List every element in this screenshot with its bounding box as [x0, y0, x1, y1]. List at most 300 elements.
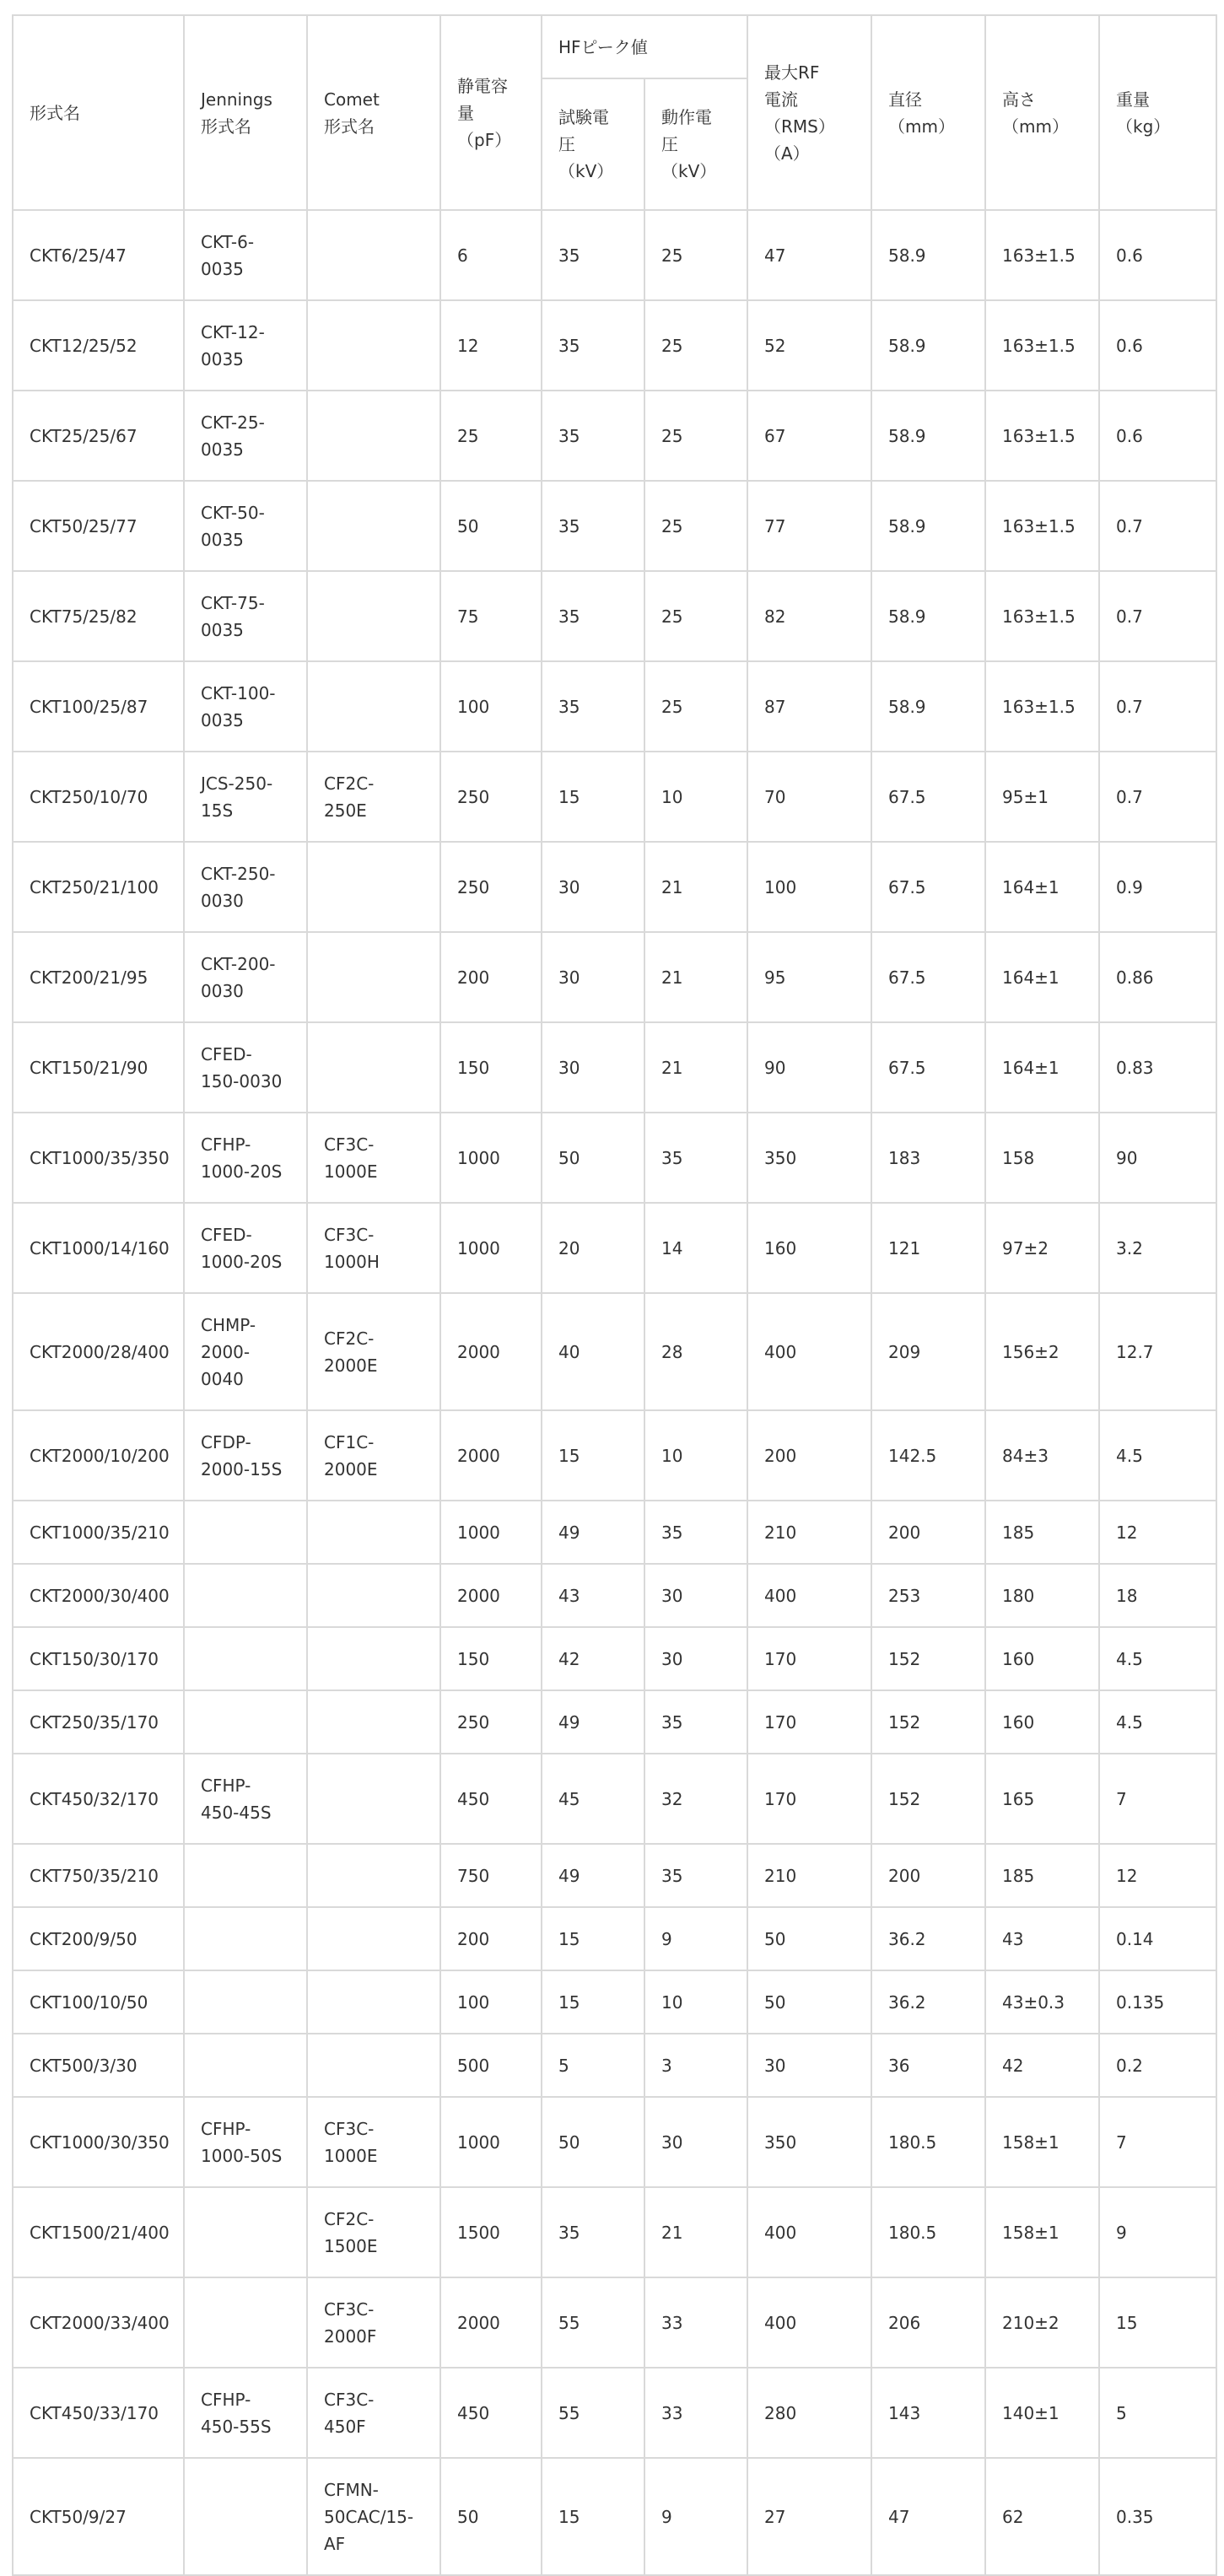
cell-jennings-model: CFDP- 2000-15S [184, 1410, 307, 1501]
cell-diameter: 58.9 [871, 391, 985, 481]
table-row [13, 2187, 1216, 2277]
cell-operating-voltage: 9 [644, 1907, 747, 1970]
cell-capacitance: 100 [440, 1970, 542, 2034]
cell-max-rf-current: 70 [747, 752, 871, 842]
cell-capacitance: 150 [440, 1627, 542, 1690]
cell-jennings-model [184, 1970, 307, 2034]
cell-test-voltage: 15 [542, 752, 644, 842]
cell-model: CKT1000/35/210 [13, 1501, 184, 1564]
header-weight: 重量 （kg） [1099, 15, 1216, 210]
cell-height: 185 [985, 1501, 1099, 1564]
cell-jennings-model: CFHP- 1000-50S [184, 2097, 307, 2187]
cell-operating-voltage: 30 [644, 2097, 747, 2187]
table-row [13, 1564, 1216, 1627]
cell-height: 163±1.5 [985, 661, 1099, 752]
cell-height: 164±1 [985, 1022, 1099, 1113]
cell-test-voltage: 49 [542, 1844, 644, 1907]
cell-capacitance: 50 [440, 2458, 542, 2575]
cell-comet-model: CF3C- 2000F [307, 2277, 440, 2368]
cell-weight: 0.7 [1099, 481, 1216, 571]
cell-max-rf-current: 350 [747, 1113, 871, 1203]
table-row [13, 481, 1216, 571]
cell-max-rf-current: 77 [747, 481, 871, 571]
cell-capacitance: 12 [440, 300, 542, 391]
cell-diameter: 36.2 [871, 1907, 985, 1970]
cell-operating-voltage: 21 [644, 932, 747, 1022]
cell-weight: 0.2 [1099, 2034, 1216, 2097]
cell-diameter: 67.5 [871, 1022, 985, 1113]
cell-model: CKT150/21/90 [13, 1022, 184, 1113]
cell-test-voltage: 35 [542, 661, 644, 752]
cell-model: CKT2000/10/200 [13, 1410, 184, 1501]
cell-jennings-model: CKT-200- 0030 [184, 932, 307, 1022]
table-row [13, 2277, 1216, 2368]
cell-diameter: 36.2 [871, 1970, 985, 2034]
cell-weight: 0.6 [1099, 210, 1216, 300]
cell-jennings-model: CKT-25- 0035 [184, 391, 307, 481]
cell-operating-voltage: 21 [644, 1022, 747, 1113]
cell-test-voltage: 45 [542, 1754, 644, 1844]
cell-comet-model [307, 1022, 440, 1113]
table-row [13, 1844, 1216, 1907]
table-row [13, 1907, 1216, 1970]
cell-height: 165 [985, 1754, 1099, 1844]
cell-diameter: 121 [871, 1203, 985, 1293]
header-hf-peak: HFピーク値 [542, 15, 747, 78]
cell-height: 158±1 [985, 2187, 1099, 2277]
cell-weight: 0.135 [1099, 1970, 1216, 2034]
cell-weight: 3.2 [1099, 1203, 1216, 1293]
table-row [13, 2458, 1216, 2575]
cell-test-voltage: 35 [542, 481, 644, 571]
cell-height: 163±1.5 [985, 210, 1099, 300]
cell-comet-model [307, 1564, 440, 1627]
cell-diameter: 180.5 [871, 2187, 985, 2277]
table-row [13, 1293, 1216, 1410]
table-row [13, 300, 1216, 391]
spec-table-container [12, 14, 1217, 2576]
cell-capacitance: 100 [440, 661, 542, 752]
cell-capacitance: 250 [440, 752, 542, 842]
cell-comet-model [307, 1907, 440, 1970]
cell-diameter: 67.5 [871, 842, 985, 932]
cell-weight: 0.9 [1099, 842, 1216, 932]
cell-jennings-model [184, 1501, 307, 1564]
cell-operating-voltage: 33 [644, 2368, 747, 2458]
header-height: 高さ （mm） [985, 15, 1099, 210]
table-row [13, 842, 1216, 932]
cell-max-rf-current: 27 [747, 2458, 871, 2575]
cell-weight: 0.6 [1099, 300, 1216, 391]
cell-operating-voltage: 35 [644, 1501, 747, 1564]
cell-jennings-model [184, 2034, 307, 2097]
cell-height: 160 [985, 1627, 1099, 1690]
cell-comet-model [307, 300, 440, 391]
cell-operating-voltage: 33 [644, 2277, 747, 2368]
cell-test-voltage: 15 [542, 1907, 644, 1970]
cell-test-voltage: 35 [542, 571, 644, 661]
table-row [13, 1022, 1216, 1113]
table-row [13, 752, 1216, 842]
cell-comet-model: CFMN- 50CAC/15- AF [307, 2458, 440, 2575]
cell-diameter: 36 [871, 2034, 985, 2097]
cell-height: 163±1.5 [985, 300, 1099, 391]
table-row [13, 2097, 1216, 2187]
cell-test-voltage: 30 [542, 842, 644, 932]
cell-model: CKT450/32/170 [13, 1754, 184, 1844]
cell-weight: 90 [1099, 1113, 1216, 1203]
cell-diameter: 58.9 [871, 210, 985, 300]
cell-diameter: 206 [871, 2277, 985, 2368]
cell-diameter: 183 [871, 1113, 985, 1203]
cell-operating-voltage: 10 [644, 1970, 747, 2034]
cell-model: CKT1500/21/400 [13, 2187, 184, 2277]
cell-comet-model [307, 1844, 440, 1907]
cell-diameter: 67.5 [871, 932, 985, 1022]
cell-operating-voltage: 25 [644, 210, 747, 300]
cell-diameter: 200 [871, 1501, 985, 1564]
cell-comet-model: CF2C- 2000E [307, 1293, 440, 1410]
table-row [13, 1410, 1216, 1501]
cell-operating-voltage: 9 [644, 2458, 747, 2575]
cell-jennings-model: CKT-12- 0035 [184, 300, 307, 391]
cell-comet-model [307, 2034, 440, 2097]
cell-comet-model [307, 571, 440, 661]
cell-test-voltage: 49 [542, 1501, 644, 1564]
cell-diameter: 58.9 [871, 571, 985, 661]
table-row [13, 2368, 1216, 2458]
cell-test-voltage: 35 [542, 391, 644, 481]
cell-operating-voltage: 21 [644, 842, 747, 932]
table-row [13, 1690, 1216, 1754]
table-row [13, 1203, 1216, 1293]
cell-test-voltage: 15 [542, 2458, 644, 2575]
cell-weight: 0.14 [1099, 1907, 1216, 1970]
cell-max-rf-current: 350 [747, 2097, 871, 2187]
table-body [13, 210, 1216, 2575]
cell-test-voltage: 35 [542, 300, 644, 391]
cell-capacitance: 200 [440, 932, 542, 1022]
cell-max-rf-current: 67 [747, 391, 871, 481]
header-model: 形式名 [13, 15, 184, 210]
cell-test-voltage: 42 [542, 1627, 644, 1690]
cell-model: CKT2000/28/400 [13, 1293, 184, 1410]
table-row [13, 210, 1216, 300]
header-jennings: Jennings 形式名 [184, 15, 307, 210]
cell-operating-voltage: 25 [644, 300, 747, 391]
cell-capacitance: 2000 [440, 1293, 542, 1410]
cell-model: CKT6/25/47 [13, 210, 184, 300]
table-row [13, 2034, 1216, 2097]
cell-model: CKT250/21/100 [13, 842, 184, 932]
cell-jennings-model [184, 1564, 307, 1627]
cell-max-rf-current: 50 [747, 1907, 871, 1970]
cell-comet-model: CF3C- 1000E [307, 2097, 440, 2187]
cell-model: CKT200/21/95 [13, 932, 184, 1022]
cell-model: CKT450/33/170 [13, 2368, 184, 2458]
cell-diameter: 47 [871, 2458, 985, 2575]
cell-height: 158±1 [985, 2097, 1099, 2187]
cell-max-rf-current: 47 [747, 210, 871, 300]
cell-operating-voltage: 25 [644, 661, 747, 752]
cell-jennings-model: CFHP- 450-55S [184, 2368, 307, 2458]
cell-test-voltage: 15 [542, 1970, 644, 2034]
cell-operating-voltage: 21 [644, 2187, 747, 2277]
cell-weight: 4.5 [1099, 1410, 1216, 1501]
cell-operating-voltage: 35 [644, 1113, 747, 1203]
cell-diameter: 67.5 [871, 752, 985, 842]
cell-max-rf-current: 52 [747, 300, 871, 391]
header-comet: Comet 形式名 [307, 15, 440, 210]
cell-height: 62 [985, 2458, 1099, 2575]
cell-model: CKT2000/33/400 [13, 2277, 184, 2368]
cell-operating-voltage: 14 [644, 1203, 747, 1293]
cell-jennings-model [184, 2458, 307, 2575]
cell-capacitance: 1000 [440, 1203, 542, 1293]
cell-weight: 0.7 [1099, 661, 1216, 752]
cell-weight: 7 [1099, 2097, 1216, 2187]
cell-diameter: 152 [871, 1754, 985, 1844]
header-test-voltage: 試験電 圧 （kV） [542, 78, 644, 210]
header-capacitance: 静電容 量 （pF） [440, 15, 542, 210]
cell-model: CKT500/3/30 [13, 2034, 184, 2097]
cell-max-rf-current: 95 [747, 932, 871, 1022]
cell-jennings-model [184, 1844, 307, 1907]
cell-height: 180 [985, 1564, 1099, 1627]
cell-max-rf-current: 400 [747, 1293, 871, 1410]
cell-jennings-model [184, 1907, 307, 1970]
cell-capacitance: 2000 [440, 1410, 542, 1501]
cell-comet-model [307, 661, 440, 752]
cell-model: CKT1000/35/350 [13, 1113, 184, 1203]
cell-height: 43 [985, 1907, 1099, 1970]
cell-comet-model: CF2C- 250E [307, 752, 440, 842]
cell-operating-voltage: 10 [644, 752, 747, 842]
cell-model: CKT12/25/52 [13, 300, 184, 391]
cell-capacitance: 6 [440, 210, 542, 300]
cell-model: CKT2000/30/400 [13, 1564, 184, 1627]
cell-capacitance: 750 [440, 1844, 542, 1907]
cell-weight: 12.7 [1099, 1293, 1216, 1410]
cell-weight: 4.5 [1099, 1627, 1216, 1690]
cell-model: CKT750/35/210 [13, 1844, 184, 1907]
cell-capacitance: 500 [440, 2034, 542, 2097]
cell-max-rf-current: 280 [747, 2368, 871, 2458]
cell-test-voltage: 30 [542, 932, 644, 1022]
cell-model: CKT25/25/67 [13, 391, 184, 481]
cell-model: CKT100/25/87 [13, 661, 184, 752]
cell-max-rf-current: 50 [747, 1970, 871, 2034]
cell-comet-model [307, 1754, 440, 1844]
cell-diameter: 152 [871, 1690, 985, 1754]
cell-operating-voltage: 28 [644, 1293, 747, 1410]
cell-max-rf-current: 100 [747, 842, 871, 932]
cell-comet-model: CF3C- 450F [307, 2368, 440, 2458]
cell-capacitance: 250 [440, 842, 542, 932]
cell-height: 42 [985, 2034, 1099, 2097]
cell-weight: 0.83 [1099, 1022, 1216, 1113]
cell-jennings-model [184, 2187, 307, 2277]
header-operating-voltage: 動作電 圧 （kV） [644, 78, 747, 210]
header-diameter: 直径 （mm） [871, 15, 985, 210]
cell-jennings-model: CKT-75- 0035 [184, 571, 307, 661]
cell-capacitance: 200 [440, 1907, 542, 1970]
cell-height: 158 [985, 1113, 1099, 1203]
cell-max-rf-current: 210 [747, 1844, 871, 1907]
cell-max-rf-current: 87 [747, 661, 871, 752]
cell-operating-voltage: 30 [644, 1627, 747, 1690]
cell-height: 160 [985, 1690, 1099, 1754]
cell-operating-voltage: 25 [644, 391, 747, 481]
cell-model: CKT50/9/27 [13, 2458, 184, 2575]
cell-operating-voltage: 10 [644, 1410, 747, 1501]
cell-diameter: 58.9 [871, 661, 985, 752]
cell-weight: 15 [1099, 2277, 1216, 2368]
cell-jennings-model: CFED- 1000-20S [184, 1203, 307, 1293]
cell-test-voltage: 49 [542, 1690, 644, 1754]
cell-model: CKT250/10/70 [13, 752, 184, 842]
cell-max-rf-current: 200 [747, 1410, 871, 1501]
cell-capacitance: 450 [440, 2368, 542, 2458]
cell-weight: 0.7 [1099, 752, 1216, 842]
cell-comet-model: CF3C- 1000H [307, 1203, 440, 1293]
cell-height: 140±1 [985, 2368, 1099, 2458]
cell-operating-voltage: 3 [644, 2034, 747, 2097]
cell-capacitance: 1500 [440, 2187, 542, 2277]
cell-comet-model: CF1C- 2000E [307, 1410, 440, 1501]
cell-diameter: 142.5 [871, 1410, 985, 1501]
cell-jennings-model: CFHP- 450-45S [184, 1754, 307, 1844]
cell-capacitance: 450 [440, 1754, 542, 1844]
table-row [13, 1113, 1216, 1203]
cell-test-voltage: 50 [542, 1113, 644, 1203]
cell-jennings-model: CKT-50- 0035 [184, 481, 307, 571]
cell-test-voltage: 30 [542, 1022, 644, 1113]
table-header [13, 15, 1216, 210]
cell-jennings-model: CFHP- 1000-20S [184, 1113, 307, 1203]
cell-diameter: 152 [871, 1627, 985, 1690]
cell-height: 185 [985, 1844, 1099, 1907]
cell-capacitance: 1000 [440, 1501, 542, 1564]
cell-capacitance: 250 [440, 1690, 542, 1754]
cell-comet-model [307, 1690, 440, 1754]
cell-capacitance: 25 [440, 391, 542, 481]
cell-height: 164±1 [985, 842, 1099, 932]
cell-test-voltage: 5 [542, 2034, 644, 2097]
cell-max-rf-current: 400 [747, 2187, 871, 2277]
capacitor-spec-table [12, 14, 1217, 2576]
cell-height: 156±2 [985, 1293, 1099, 1410]
table-row [13, 1501, 1216, 1564]
cell-capacitance: 1000 [440, 1113, 542, 1203]
cell-max-rf-current: 400 [747, 1564, 871, 1627]
cell-model: CKT1000/30/350 [13, 2097, 184, 2187]
table-row [13, 661, 1216, 752]
cell-diameter: 58.9 [871, 481, 985, 571]
cell-comet-model [307, 1501, 440, 1564]
cell-jennings-model: CKT-250- 0030 [184, 842, 307, 932]
cell-height: 163±1.5 [985, 571, 1099, 661]
cell-test-voltage: 50 [542, 2097, 644, 2187]
cell-operating-voltage: 35 [644, 1844, 747, 1907]
table-row [13, 571, 1216, 661]
cell-capacitance: 150 [440, 1022, 542, 1113]
cell-height: 97±2 [985, 1203, 1099, 1293]
cell-comet-model: CF2C- 1500E [307, 2187, 440, 2277]
cell-comet-model [307, 481, 440, 571]
cell-weight: 18 [1099, 1564, 1216, 1627]
table-row [13, 1754, 1216, 1844]
cell-max-rf-current: 210 [747, 1501, 871, 1564]
cell-operating-voltage: 30 [644, 1564, 747, 1627]
cell-model: CKT1000/14/160 [13, 1203, 184, 1293]
cell-weight: 9 [1099, 2187, 1216, 2277]
cell-diameter: 58.9 [871, 300, 985, 391]
cell-comet-model [307, 932, 440, 1022]
cell-max-rf-current: 170 [747, 1627, 871, 1690]
cell-diameter: 200 [871, 1844, 985, 1907]
cell-model: CKT200/9/50 [13, 1907, 184, 1970]
cell-operating-voltage: 35 [644, 1690, 747, 1754]
cell-operating-voltage: 25 [644, 481, 747, 571]
cell-test-voltage: 55 [542, 2277, 644, 2368]
cell-comet-model: CF3C- 1000E [307, 1113, 440, 1203]
cell-weight: 0.35 [1099, 2458, 1216, 2575]
table-row [13, 391, 1216, 481]
cell-jennings-model [184, 2277, 307, 2368]
cell-max-rf-current: 170 [747, 1754, 871, 1844]
cell-test-voltage: 55 [542, 2368, 644, 2458]
cell-test-voltage: 35 [542, 210, 644, 300]
cell-diameter: 143 [871, 2368, 985, 2458]
cell-jennings-model: CFED- 150-0030 [184, 1022, 307, 1113]
cell-jennings-model [184, 1690, 307, 1754]
cell-weight: 0.7 [1099, 571, 1216, 661]
cell-capacitance: 1000 [440, 2097, 542, 2187]
cell-jennings-model: CKT-100- 0035 [184, 661, 307, 752]
cell-comet-model [307, 1627, 440, 1690]
cell-weight: 5 [1099, 2368, 1216, 2458]
cell-jennings-model: JCS-250- 15S [184, 752, 307, 842]
cell-test-voltage: 40 [542, 1293, 644, 1410]
cell-weight: 0.86 [1099, 932, 1216, 1022]
cell-model: CKT50/25/77 [13, 481, 184, 571]
cell-model: CKT150/30/170 [13, 1627, 184, 1690]
cell-model: CKT75/25/82 [13, 571, 184, 661]
cell-height: 210±2 [985, 2277, 1099, 2368]
cell-diameter: 253 [871, 1564, 985, 1627]
cell-test-voltage: 35 [542, 2187, 644, 2277]
cell-model: CKT250/35/170 [13, 1690, 184, 1754]
cell-operating-voltage: 25 [644, 571, 747, 661]
cell-max-rf-current: 160 [747, 1203, 871, 1293]
cell-max-rf-current: 82 [747, 571, 871, 661]
cell-model: CKT100/10/50 [13, 1970, 184, 2034]
cell-weight: 7 [1099, 1754, 1216, 1844]
cell-capacitance: 75 [440, 571, 542, 661]
cell-weight: 12 [1099, 1844, 1216, 1907]
cell-capacitance: 50 [440, 481, 542, 571]
cell-test-voltage: 20 [542, 1203, 644, 1293]
cell-height: 95±1 [985, 752, 1099, 842]
cell-operating-voltage: 32 [644, 1754, 747, 1844]
cell-comet-model [307, 842, 440, 932]
cell-height: 163±1.5 [985, 391, 1099, 481]
cell-height: 43±0.3 [985, 1970, 1099, 2034]
cell-diameter: 209 [871, 1293, 985, 1410]
cell-diameter: 180.5 [871, 2097, 985, 2187]
cell-max-rf-current: 90 [747, 1022, 871, 1113]
